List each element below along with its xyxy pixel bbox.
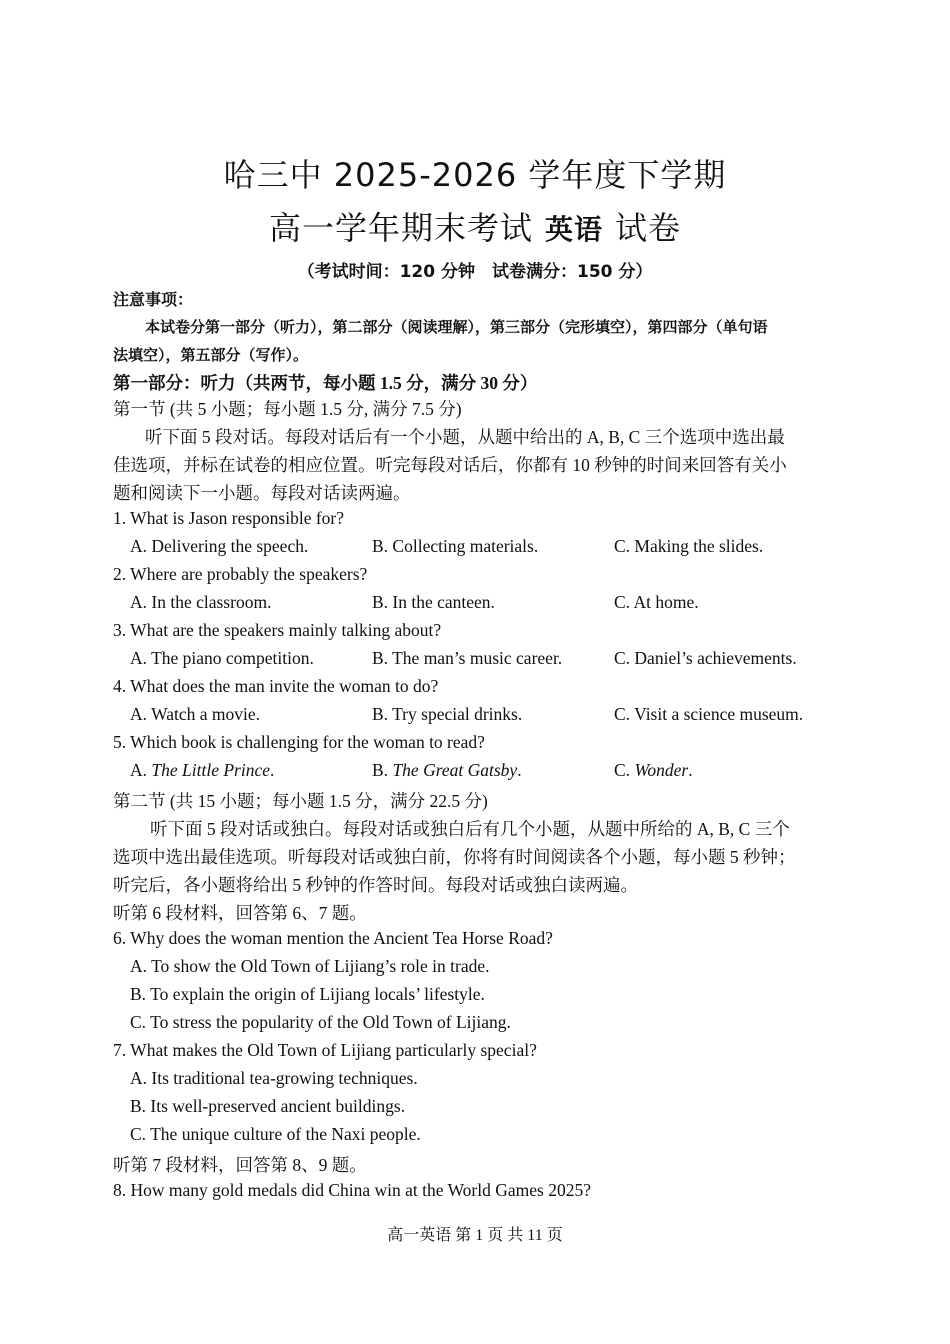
- question-5: 5. Which book is challenging for the woman to read?: [113, 732, 485, 752]
- page-footer: 高一英语 第 1 页 共 11 页: [387, 1227, 563, 1244]
- exam-subtitle: [0, 203, 950, 249]
- material-7-label: 听第 7 段材料，回答第 8、9 题。: [113, 1155, 367, 1175]
- q5-b-suffix: .: [517, 760, 522, 780]
- subtitle-post: 试卷: [615, 209, 682, 247]
- section2-instruction-2: 选项中选出最佳选项。听每段对话或独白前，你将有时间阅读各个小题，每小题 5 秒钟；: [113, 847, 796, 867]
- section2-instruction-1: 听下面 5 段对话或独白。每段对话或独白后有几个小题，从题中所给的 A, B, C 三个: [150, 819, 790, 839]
- q2-option-c: C. At home.: [614, 592, 699, 612]
- q6-option-c: C. To stress the popularity of the Old Town of Lijiang.: [130, 1012, 511, 1032]
- q2-option-a: A. In the classroom.: [130, 592, 272, 612]
- q5-option-a: [130, 760, 274, 781]
- q5-c-title: Wonder: [634, 760, 689, 780]
- question-6: 6. Why does the woman mention the Ancient Tea Horse Road?: [113, 928, 553, 948]
- q4-option-b: B. Try special drinks.: [372, 704, 523, 724]
- q4-option-a: A. Watch a movie.: [130, 704, 260, 724]
- q5-a-title: The Little Prince: [151, 760, 270, 780]
- q3-option-b: B. The man’s music career.: [372, 648, 563, 668]
- q5-b-prefix: B.: [372, 760, 393, 780]
- question-2: 2. Where are probably the speakers?: [113, 564, 368, 584]
- q7-option-a: A. Its traditional tea-growing techniques.: [130, 1068, 418, 1088]
- section1-heading: 第一节 (共 5 小题；每小题 1.5 分, 满分 7.5 分): [113, 399, 462, 419]
- section2-heading: 第二节 (共 15 小题；每小题 1.5 分，满分 22.5 分): [113, 791, 488, 811]
- q3-option-c: C. Daniel’s achievements.: [614, 648, 797, 668]
- q4-option-c: C. Visit a science museum.: [614, 704, 804, 724]
- part1-heading: 第一部分：听力（共两节，每小题 1.5 分，满分 30 分）: [113, 373, 538, 393]
- q1-option-c: C. Making the slides.: [614, 536, 764, 556]
- subject-label: 英语: [544, 213, 603, 246]
- exam-info: （考试时间：120 分钟 试卷满分：150 分）: [297, 262, 653, 282]
- q5-c-suffix: .: [688, 760, 693, 780]
- q7-option-c: C. The unique culture of the Naxi people.: [130, 1124, 421, 1144]
- exam-title: 哈三中 2025-2026 学年度下学期: [223, 156, 727, 194]
- question-7: 7. What makes the Old Town of Lijiang particularly special?: [113, 1040, 537, 1060]
- q7-option-b: B. Its well-preserved ancient buildings.: [130, 1096, 406, 1116]
- question-4: 4. What does the man invite the woman to do?: [113, 676, 439, 696]
- q1-option-a: A. Delivering the speech.: [130, 536, 309, 556]
- q3-option-a: A. The piano competition.: [130, 648, 314, 668]
- q2-option-b: B. In the canteen.: [372, 592, 495, 612]
- question-8: 8. How many gold medals did China win at the World Games 2025?: [113, 1180, 591, 1200]
- q5-c-prefix: C.: [614, 760, 635, 780]
- question-3: 3. What are the speakers mainly talking about?: [113, 620, 442, 640]
- q5-option-b: [372, 760, 522, 781]
- section1-instruction-3: 题和阅读下一小题。每段对话读两遍。: [113, 483, 411, 503]
- q5-b-title: The Great Gatsby: [392, 760, 518, 780]
- q6-option-b: B. To explain the origin of Lijiang locals’ lifestyle.: [130, 984, 485, 1004]
- section2-instruction-3: 听完后，各小题将给出 5 秒钟的作答时间。每段对话或独白读两遍。: [113, 875, 638, 895]
- notice-heading: 注意事项：: [113, 290, 194, 309]
- section1-instruction-2: 佳选项，并标在试卷的相应位置。听完每段对话后，你都有 10 秒钟的时间来回答有关小: [113, 455, 787, 475]
- subtitle-pre: 高一学年期末考试: [268, 209, 533, 247]
- q6-option-a: A. To show the Old Town of Lijiang’s role in trade.: [130, 956, 490, 976]
- notice-line-1: 本试卷分第一部分（听力），第二部分（阅读理解），第三部分（完形填空），第四部分（单句语: [145, 318, 768, 336]
- q5-a-suffix: .: [270, 760, 275, 780]
- q5-option-c: [614, 760, 693, 781]
- q1-option-b: B. Collecting materials.: [372, 536, 539, 556]
- question-1: 1. What is Jason responsible for?: [113, 508, 345, 528]
- section1-instruction-1: 听下面 5 段对话。每段对话后有一个小题，从题中给出的 A, B, C 三个选项中选出最: [145, 427, 785, 447]
- q5-a-prefix: A.: [130, 760, 152, 780]
- notice-line-2: 法填空），第五部分（写作）。: [113, 346, 309, 364]
- material-6-label: 听第 6 段材料，回答第 6、7 题。: [113, 903, 367, 923]
